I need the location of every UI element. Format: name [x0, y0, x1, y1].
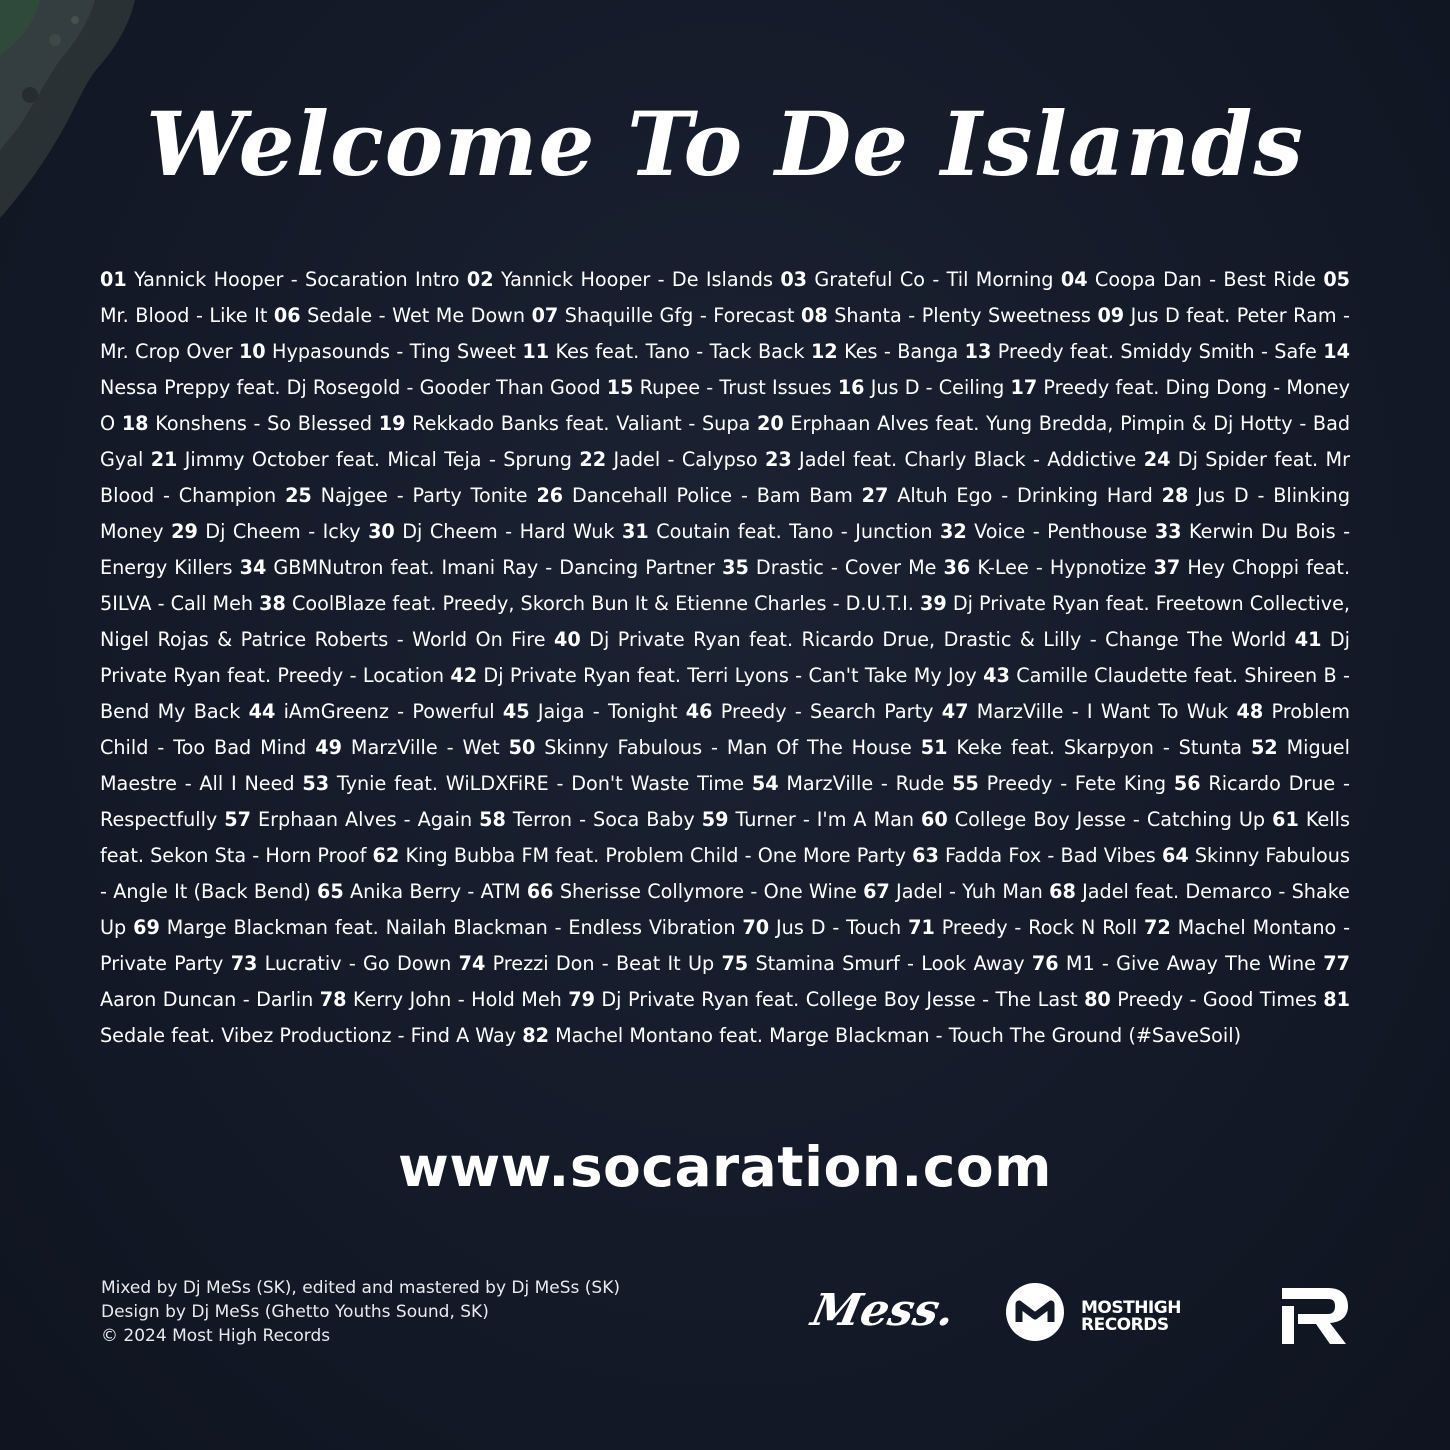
track-item: [503, 700, 678, 723]
track-number: 02: [466, 268, 494, 291]
track-title: Dj Private Ryan feat. Ricardo Drue, Drastic & Lilly - Change The World: [589, 628, 1287, 651]
track-number: 16: [837, 376, 865, 399]
track-number: 55: [952, 772, 979, 795]
track-title: K-Lee - Hypnotize: [977, 556, 1147, 579]
track-item: [231, 952, 452, 975]
track-title: Yannick Hooper - Socaration Intro: [134, 268, 460, 291]
track-item: [722, 556, 936, 579]
track-title: Mr. Blood - Like It: [100, 304, 268, 327]
track-number: 26: [536, 484, 564, 507]
track-item: [765, 448, 1136, 471]
track-title: Preedy - Search Party: [720, 700, 934, 723]
track-item: [952, 772, 1166, 795]
track-number: 35: [722, 556, 749, 579]
track-item: [171, 520, 360, 543]
track-number: 21: [150, 448, 178, 471]
track-number: 56: [1173, 772, 1201, 795]
track-number: 62: [372, 844, 400, 867]
track-title: Jus D feat. Peter Ram - Mr. Crop Over: [100, 304, 1350, 363]
track-title: Coutain feat. Tano - Junction: [656, 520, 933, 543]
track-number: 54: [751, 772, 779, 795]
track-number: 64: [1161, 844, 1189, 867]
mess-signature-logo: [807, 1275, 960, 1345]
track-number: 44: [248, 700, 276, 723]
track-title: Drastic - Cover Me: [755, 556, 937, 579]
track-number: 09: [1097, 304, 1125, 327]
track-title: Shaquille Gfg - Forecast: [564, 304, 795, 327]
track-number: 76: [1031, 952, 1059, 975]
website-url[interactable]: www.socaration.com: [398, 1135, 1052, 1199]
track-item: [702, 808, 914, 831]
track-number: 28: [1161, 484, 1189, 507]
track-number: 60: [921, 808, 948, 831]
track-title: Machel Montano feat. Marge Blackman - Touch The Ground (#SaveSoil): [555, 1024, 1242, 1047]
track-item: [1061, 268, 1316, 291]
track-item: [863, 880, 1043, 903]
track-title: Marge Blackman feat. Nailah Blackman - Endless Vibration: [166, 916, 736, 939]
track-title: Kerwin Du Bois - Energy Killers: [100, 520, 1351, 579]
track-title: Jadel feat. Demarco - Shake Up: [100, 880, 1350, 939]
track-title: Stamina Smurf - Look Away: [755, 952, 1025, 975]
track-title: Jus D - Blinking Money: [100, 484, 1350, 543]
track-title: Sedale feat. Vibez Productionz - Find A Way: [100, 1024, 517, 1047]
track-title: CoolBlaze feat. Preedy, Skorch Bun It & Etienne Charles - D.U.T.I.: [291, 592, 914, 615]
track-title: Dj Cheem - Hard Wuk: [402, 520, 615, 543]
track-number: 79: [568, 988, 595, 1011]
track-number: 10: [238, 340, 266, 363]
track-title: Dj Cheem - Icky: [205, 520, 361, 543]
track-number: 68: [1049, 880, 1076, 903]
tracklist: [100, 262, 1350, 1054]
track-item: [1084, 988, 1317, 1011]
track-item: [721, 952, 1024, 975]
track-title: Terron - Soca Baby: [512, 808, 695, 831]
track-title: Dancehall Police - Bam Bam: [572, 484, 853, 507]
track-number: 30: [368, 520, 395, 543]
track-number: 69: [133, 916, 160, 939]
track-title: Preedy - Good Times: [1117, 988, 1317, 1011]
track-number: 32: [939, 520, 967, 543]
track-number: 25: [285, 484, 312, 507]
track-item: [240, 556, 715, 579]
track-number: 40: [554, 628, 581, 651]
track-item: [942, 700, 1229, 723]
track-number: 20: [756, 412, 784, 435]
track-title: Dj Private Ryan feat. College Boy Jesse - The Last: [601, 988, 1078, 1011]
track-number: 04: [1060, 268, 1088, 291]
track-item: [579, 448, 757, 471]
track-number: 19: [378, 412, 406, 435]
track-item: [459, 952, 715, 975]
track-item: [554, 628, 1286, 651]
track-item: [133, 916, 735, 939]
track-item: [151, 448, 572, 471]
track-number: 13: [964, 340, 992, 363]
track-number: 51: [920, 736, 948, 759]
track-item: [811, 340, 958, 363]
track-item: [368, 520, 614, 543]
track-title: Machel Montano - Private Party: [100, 916, 1351, 975]
track-number: 49: [315, 736, 342, 759]
track-item: [607, 376, 832, 399]
mess-logo-text: Mess.: [807, 1284, 960, 1336]
track-number: 12: [810, 340, 838, 363]
track-title: Jadel feat. Charly Black - Addictive: [799, 448, 1137, 471]
track-item: [122, 412, 372, 435]
track-title: Turner - I'm A Man: [735, 808, 915, 831]
track-title: Ricardo Drue - Respectfully: [100, 772, 1350, 831]
track-title: Camille Claudette feat. Shireen B - Bend My Back: [100, 664, 1350, 723]
track-item: [302, 772, 744, 795]
track-title: Nessa Preppy feat. Dj Rosegold - Gooder Than Good: [100, 376, 601, 399]
track-title: Jadel - Calypso: [613, 448, 758, 471]
track-number: 75: [721, 952, 749, 975]
track-number: 03: [780, 268, 808, 291]
track-title: M1 - Give Away The Wine: [1065, 952, 1316, 975]
track-title: Skinny Fabulous - Angle It (Back Bend): [100, 844, 1350, 903]
credit-mixed: Mixed by Dj MeSs (SK), edited and mastered by Dj MeSs (SK): [101, 1278, 621, 1298]
track-item: [686, 700, 934, 723]
track-title: Kerry John - Hold Meh: [352, 988, 562, 1011]
track-item: [838, 376, 1005, 399]
track-item: [742, 916, 901, 939]
track-item: [259, 592, 914, 615]
track-title: Jimmy October feat. Mical Teja - Sprung: [184, 448, 572, 471]
track-item: [379, 412, 751, 435]
track-number: 57: [224, 808, 251, 831]
track-number: 38: [259, 592, 286, 615]
track-title: Kes - Banga: [844, 340, 959, 363]
credit-design: Design by Dj MeSs (Ghetto Youths Sound, SK): [101, 1302, 489, 1322]
track-number: 81: [1323, 988, 1350, 1011]
track-item: [274, 304, 525, 327]
track-item: [522, 1024, 1241, 1047]
track-number: 46: [685, 700, 713, 723]
track-title: Yannick Hooper - De Islands: [501, 268, 773, 291]
credits-block: [101, 1276, 620, 1348]
track-title: Preedy feat. Smiddy Smith - Safe: [997, 340, 1317, 363]
track-number: 41: [1294, 628, 1322, 651]
track-title: Shanta - Plenty Sweetness: [834, 304, 1091, 327]
mosthigh-records-logo: [1005, 1282, 1190, 1342]
track-item: [912, 844, 1156, 867]
track-title: Dj Private Ryan feat. Preedy - Location: [100, 628, 1350, 687]
track-number: 58: [479, 808, 506, 831]
track-item: [450, 664, 976, 687]
track-title: Jus D - Touch: [776, 916, 902, 939]
track-title: Kells feat. Sekon Sta - Horn Proof: [100, 808, 1350, 867]
track-title: Jus D - Ceiling: [870, 376, 1005, 399]
track-title: Skinny Fabulous - Man Of The House: [544, 736, 912, 759]
track-number: 06: [273, 304, 301, 327]
track-number: 63: [912, 844, 939, 867]
track-number: 42: [450, 664, 478, 687]
track-item: [532, 304, 795, 327]
track-title: Sherisse Collymore - One Wine: [559, 880, 857, 903]
track-title: Hypasounds - Ting Sweet: [272, 340, 516, 363]
track-item: [317, 880, 521, 903]
track-number: 01: [100, 268, 127, 291]
track-number: 39: [920, 592, 947, 615]
track-number: 14: [1323, 340, 1350, 363]
track-number: 08: [801, 304, 828, 327]
track-title: Dj Spider feat. Mr Blood - Champion: [100, 448, 1350, 507]
track-number: 17: [1010, 376, 1038, 399]
track-number: 59: [701, 808, 729, 831]
track-item: [509, 736, 912, 759]
track-item: [536, 484, 852, 507]
track-title: Konshens - So Blessed: [155, 412, 373, 435]
track-item: [522, 340, 804, 363]
track-number: 27: [861, 484, 889, 507]
track-number: 33: [1154, 520, 1182, 543]
track-number: 67: [863, 880, 890, 903]
mosthigh-logo-line2: RECORDS: [1081, 1315, 1169, 1335]
track-number: 70: [742, 916, 770, 939]
track-number: 52: [1250, 736, 1278, 759]
track-item: [479, 808, 695, 831]
track-title: MarzVille - Rude: [786, 772, 945, 795]
track-number: 53: [302, 772, 330, 795]
track-item: [320, 988, 562, 1011]
track-title: Tynie feat. WiLDXFiRE - Don't Waste Time: [336, 772, 745, 795]
track-title: iAmGreenz - Powerful: [283, 700, 495, 723]
track-item: [944, 556, 1147, 579]
track-number: 78: [319, 988, 347, 1011]
track-item: [1032, 952, 1316, 975]
track-item: [239, 340, 516, 363]
track-title: Rupee - Trust Issues: [639, 376, 832, 399]
track-number: 82: [522, 1024, 549, 1047]
track-item: [224, 808, 472, 831]
track-item: [780, 268, 1053, 291]
track-number: 29: [171, 520, 198, 543]
track-title: Jaiga - Tonight: [537, 700, 678, 723]
credit-copyright: © 2024 Most High Records: [101, 1326, 331, 1346]
track-title: Najgee - Party Tonite: [320, 484, 528, 507]
album-title: Welcome To De Islands: [146, 92, 1304, 196]
track-item: [373, 844, 906, 867]
track-title: Jadel - Yuh Man: [896, 880, 1043, 903]
track-title: MarzVille - Wet: [350, 736, 500, 759]
track-item: [965, 340, 1317, 363]
track-item: [752, 772, 944, 795]
track-title: Preedy feat. Ding Dong - Money O: [100, 376, 1350, 435]
track-number: 05: [1323, 268, 1351, 291]
track-item: [921, 808, 1265, 831]
track-title: Miguel Maestre - All I Need: [100, 736, 1350, 795]
track-number: 36: [943, 556, 971, 579]
track-title: Preedy - Fete King: [986, 772, 1167, 795]
track-title: Grateful Co - Til Morning: [814, 268, 1054, 291]
track-title: Prezzi Don - Beat It Up: [492, 952, 715, 975]
track-number: 15: [606, 376, 634, 399]
track-number: 72: [1143, 916, 1171, 939]
track-number: 22: [579, 448, 607, 471]
track-item: [467, 268, 773, 291]
track-number: 07: [531, 304, 559, 327]
mosthigh-logo-line1: MOSTHIGH: [1081, 1298, 1181, 1318]
track-number: 23: [764, 448, 792, 471]
track-item: [801, 304, 1091, 327]
track-title: Rekkado Banks feat. Valiant - Supa: [412, 412, 751, 435]
track-title: Erphaan Alves - Again: [258, 808, 473, 831]
track-number: 50: [508, 736, 536, 759]
track-number: 71: [908, 916, 935, 939]
track-number: 74: [458, 952, 486, 975]
track-number: 34: [239, 556, 267, 579]
track-title: Lucrativ - Go Down: [264, 952, 452, 975]
track-item: [622, 520, 933, 543]
track-number: 61: [1272, 808, 1299, 831]
track-number: 18: [121, 412, 149, 435]
track-number: 47: [941, 700, 969, 723]
track-item: [921, 736, 1242, 759]
track-number: 77: [1323, 952, 1350, 975]
track-item: [908, 916, 1137, 939]
track-title: GBMNutron feat. Imani Ray - Dancing Partner: [273, 556, 716, 579]
track-item: [100, 268, 460, 291]
track-title: Voice - Penthouse: [974, 520, 1148, 543]
track-title: Altuh Ego - Drinking Hard: [897, 484, 1153, 507]
track-title: College Boy Jesse - Catching Up: [954, 808, 1266, 831]
track-number: 43: [983, 664, 1010, 687]
track-title: Hey Choppi feat. 5ILVA - Call Meh: [100, 556, 1351, 615]
track-title: Erphaan Alves feat. Yung Bredda, Pimpin & Dj Hotty - Bad Gyal: [100, 412, 1351, 471]
track-item: [285, 484, 528, 507]
track-title: Sedale - Wet Me Down: [307, 304, 526, 327]
track-item: [940, 520, 1147, 543]
track-number: 37: [1153, 556, 1181, 579]
track-title: Preedy - Rock N Roll: [941, 916, 1138, 939]
track-number: 48: [1236, 700, 1264, 723]
track-number: 24: [1143, 448, 1171, 471]
track-title: Anika Berry - ATM: [349, 880, 521, 903]
track-number: 66: [526, 880, 554, 903]
track-item: [315, 736, 499, 759]
track-title: Aaron Duncan - Darlin: [100, 988, 314, 1011]
track-title: Dj Private Ryan feat. Freetown Collective, Nigel Rojas & Patrice Roberts - World On Fire: [100, 592, 1350, 651]
track-number: 45: [502, 700, 530, 723]
track-title: Keke feat. Skarpyon - Stunta: [956, 736, 1242, 759]
track-title: Coopa Dan - Best Ride: [1094, 268, 1316, 291]
track-title: Dj Private Ryan feat. Terri Lyons - Can't Take My Joy: [483, 664, 977, 687]
track-number: 73: [230, 952, 258, 975]
track-item: [249, 700, 495, 723]
track-number: 31: [622, 520, 649, 543]
track-item: [568, 988, 1077, 1011]
track-number: 11: [522, 340, 550, 363]
track-item: [527, 880, 857, 903]
r-emblem-logo: [1278, 1284, 1350, 1348]
track-title: Kes feat. Tano - Tack Back: [555, 340, 805, 363]
track-item: [862, 484, 1153, 507]
track-title: Problem Child - Too Bad Mind: [100, 700, 1350, 759]
track-number: 80: [1084, 988, 1111, 1011]
track-number: 65: [316, 880, 344, 903]
track-title: King Bubba FM feat. Problem Child - One More Party: [405, 844, 906, 867]
track-title: MarzVille - I Want To Wuk: [976, 700, 1229, 723]
track-title: Fadda Fox - Bad Vibes: [945, 844, 1156, 867]
